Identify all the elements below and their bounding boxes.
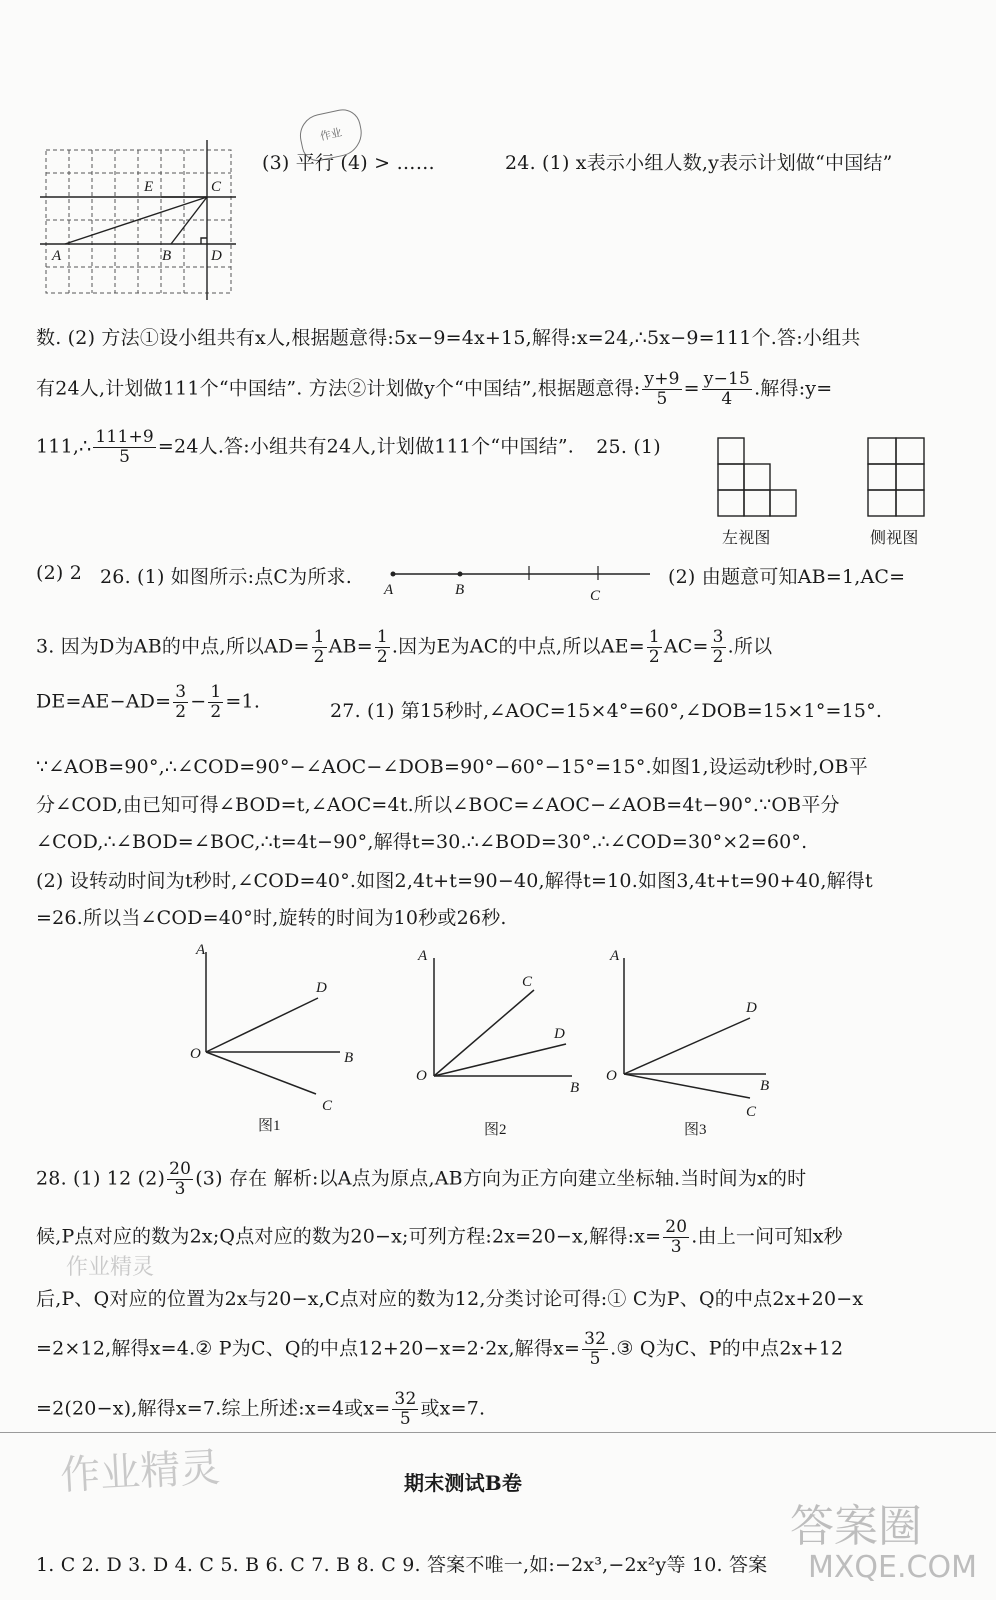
q28-l2-a: 候,P点对应的数为2x;Q点对应的数为20−x;可列方程:2x=20−x,解得:x= xyxy=(36,1225,662,1248)
q24-line4-text-a: 111,∴ xyxy=(36,435,92,458)
q28-l4-a: =2×12,解得x=4.② P为C、Q的中点12+20−x=2·2x,解得x= xyxy=(36,1337,581,1360)
q28-line5 xyxy=(36,1390,485,1429)
q28-l1-frac xyxy=(167,1160,193,1199)
q26-line2 xyxy=(36,628,772,667)
q28-l5-frac xyxy=(392,1390,418,1429)
q27-line3: 分∠COD,由已知可得∠BOD=t,∠AOC=4t.所以∠BOC=∠AOC−∠AOB=4t−90°.∵OB平分 xyxy=(36,794,840,816)
q24-frac1-num: y+9 xyxy=(644,369,680,389)
q24-frac1 xyxy=(642,370,681,409)
q24-frac2 xyxy=(702,370,752,409)
fig2-label-d: D xyxy=(554,1026,565,1042)
q24-line4-text-b: =24人.答:小组共有24人,计划做111个“中国结”. xyxy=(157,435,575,458)
q26-line1a: 26. (1) 如图所示:点C为所求. xyxy=(100,566,352,588)
q28-line2 xyxy=(36,1218,843,1257)
side-view-figure xyxy=(868,438,928,518)
q28-l5-b: 或x=7. xyxy=(420,1397,486,1420)
number-line-figure xyxy=(382,560,652,604)
q24-line1: 24. (1) x表示小组人数,y表示计划做“中国结” xyxy=(505,152,893,174)
q26-frac4-n: 3 xyxy=(712,627,724,647)
q27-line4: ∠COD,∴∠BOD=∠BOC,∴t=4t−90°,解得t=30.∴∠BOD=30°.∴∠COD=30°×2=60°. xyxy=(36,831,808,853)
q26-l3-b: − xyxy=(190,690,207,713)
q26-frac3-n: 1 xyxy=(648,627,660,647)
numline-label-b: B xyxy=(455,582,465,598)
q28-line4 xyxy=(36,1330,843,1369)
q28-l5-a: =2(20−x),解得x=7.综上所述:x=4或x= xyxy=(36,1397,391,1420)
grid-label-d: D xyxy=(211,248,222,264)
q26-l2-e: .所以 xyxy=(727,635,773,658)
q24-line4-frac-num: 111+9 xyxy=(95,427,154,447)
q26-line1b: (2) 由题意可知AB=1,AC= xyxy=(668,566,906,588)
q23-answer-text: (3) 平行 (4) > …… xyxy=(262,152,435,174)
watermark-1: 作业精灵 xyxy=(66,1255,155,1280)
q26-frac2 xyxy=(375,628,390,667)
q26-l3-frac1-d: 2 xyxy=(175,702,187,722)
q26-l3-frac2-d: 2 xyxy=(210,702,222,722)
fig2-label-a: A xyxy=(418,948,428,964)
q28-l4-frac-d: 5 xyxy=(589,1349,601,1369)
q24-line3-text-b: .解得:y= xyxy=(754,377,833,400)
q26-frac1 xyxy=(312,628,327,667)
fig3-caption: 图3 xyxy=(684,1122,707,1138)
q26-l3-frac2 xyxy=(208,683,223,722)
q28-l1-a: 28. (1) 12 (2) xyxy=(36,1167,166,1190)
section-b-answers: 1. C 2. D 3. D 4. C 5. B 6. C 7. B 8. C 9. 答案不唯一,如:−2x³,−2x²y等 10. 答案 xyxy=(36,1554,768,1576)
q26-l2-a: 3. 因为D为AB的中点,所以AD= xyxy=(36,635,310,658)
q24-eq: = xyxy=(683,377,700,400)
q28-l5-frac-d: 5 xyxy=(399,1409,411,1429)
q24-line2: 数. (2) 方法①设小组共有x人,根据题意得:5x−9=4x+15,解得:x=24,∴5x−9=111个.答:小组共 xyxy=(36,327,861,349)
q28-l2-b: .由上一问可知x秒 xyxy=(691,1225,843,1248)
section-divider xyxy=(0,1432,996,1433)
fig3-label-a: A xyxy=(610,948,620,964)
fig2-label-c: C xyxy=(522,974,533,990)
q24-frac1-den: 5 xyxy=(656,389,668,409)
fig1-label-a: A xyxy=(196,942,206,958)
q26-l2-b: AB= xyxy=(328,635,373,658)
q26-frac4-d: 2 xyxy=(712,647,724,667)
q27-line2: ∵∠AOB=90°,∴∠COD=90°−∠AOC−∠DOB=90°−60°−15°=15°.如图1,设运动t秒时,OB平 xyxy=(36,756,868,778)
q24-frac2-den: 4 xyxy=(721,389,733,409)
left-view-caption: 左视图 xyxy=(722,528,771,547)
fig1-label-c: C xyxy=(322,1098,333,1114)
fig3-label-d: D xyxy=(746,1000,757,1016)
q28-l1-b: (3) 存在 解析:以A点为原点,AB方向为正方向建立坐标轴.当时间为x的时 xyxy=(195,1167,807,1190)
fig1-label-d: D xyxy=(316,980,327,996)
fig1-label-o: O xyxy=(190,1046,201,1062)
q24-line4-frac-den: 5 xyxy=(119,447,131,467)
fig3-label-c: C xyxy=(746,1104,757,1120)
q26-l3-frac2-n: 1 xyxy=(210,682,222,702)
grid-label-a: A xyxy=(52,248,62,264)
grid-label-b: B xyxy=(162,248,172,264)
watermark-3: 答案圈 xyxy=(790,1501,922,1552)
q26-frac4 xyxy=(711,628,726,667)
q28-l5-frac-n: 32 xyxy=(394,1389,417,1409)
left-view-figure xyxy=(718,438,808,518)
watermark-2: 作业精灵 xyxy=(59,1444,222,1500)
q26-frac2-n: 1 xyxy=(376,627,388,647)
q28-l4-frac-n: 32 xyxy=(584,1329,607,1349)
q26-l2-c: .因为E为AC的中点,所以AE= xyxy=(391,635,645,658)
q27-line1: 27. (1) 第15秒时,∠AOC=15×4°=60°,∠DOB=15×1°=15°. xyxy=(330,700,883,722)
q26-l2-d: AC= xyxy=(663,635,709,658)
q28-l4-frac xyxy=(582,1330,608,1369)
q27-line5: (2) 设转动时间为t秒时,∠COD=40°.如图2,4t+t=90−40,解得t=10.如图3,4t+t=90+40,解得t xyxy=(36,870,873,892)
q27-line6: =26.所以当∠COD=40°时,旋转的时间为10秒或26秒. xyxy=(36,907,507,929)
q28-l2-frac-n: 20 xyxy=(665,1217,688,1237)
q28-l2-frac-d: 3 xyxy=(670,1237,682,1257)
q28-l4-b: .③ Q为C、P的中点2x+12 xyxy=(610,1337,844,1360)
q26-line3 xyxy=(36,683,260,722)
figure-3 xyxy=(604,942,794,1142)
q24-line4-frac xyxy=(93,428,156,467)
q24-line4 xyxy=(36,428,661,467)
fig1-caption: 图1 xyxy=(258,1118,281,1134)
q28-line1 xyxy=(36,1160,806,1199)
fig2-label-b: B xyxy=(570,1080,580,1096)
q26-frac2-d: 2 xyxy=(376,647,388,667)
fig3-label-b: B xyxy=(760,1078,770,1094)
stamp-mark: 作业 xyxy=(296,106,366,164)
q26-frac3-d: 2 xyxy=(648,647,660,667)
q28-l1-frac-d: 3 xyxy=(174,1179,186,1199)
q24-frac2-num: y−15 xyxy=(703,369,751,389)
fig2-caption: 图2 xyxy=(484,1122,507,1138)
q24-line3-text-a: 有24人,计划做111个“中国结”. 方法②计划做y个“中国结”,根据题意得: xyxy=(36,377,641,400)
fig1-label-b: B xyxy=(344,1050,354,1066)
watermark-4: MXQE.COM xyxy=(808,1550,977,1585)
figure-2 xyxy=(412,942,592,1142)
q26-l3-c: =1. xyxy=(225,690,261,713)
figure-1 xyxy=(190,940,360,1140)
q26-l3-frac1 xyxy=(173,683,188,722)
fig2-label-o: O xyxy=(416,1068,427,1084)
q26-frac1-d: 2 xyxy=(313,647,325,667)
q26-l3-a: DE=AE−AD= xyxy=(36,690,172,713)
q25-part2: (2) 2 xyxy=(36,562,83,584)
q28-l2-frac xyxy=(663,1218,689,1257)
q28-l1-frac-n: 20 xyxy=(169,1159,192,1179)
numline-label-c: C xyxy=(590,588,601,604)
grid-label-e: E xyxy=(144,179,154,195)
q28-line3: 后,P、Q对应的位置为2x与20−x,C点对应的数为12,分类讨论可得:① C为P、Q的中点2x+20−x xyxy=(36,1288,864,1310)
q24-line3 xyxy=(36,370,832,409)
grid-label-c: C xyxy=(211,179,222,195)
side-view-caption: 侧视图 xyxy=(870,528,919,547)
q26-frac3 xyxy=(647,628,662,667)
section-b-title: 期末测试B卷 xyxy=(404,1471,523,1495)
q26-frac1-n: 1 xyxy=(313,627,325,647)
q25-label: 25. (1) xyxy=(596,435,661,458)
grid-figure xyxy=(40,140,240,300)
numline-label-a: A xyxy=(384,582,394,598)
fig3-label-o: O xyxy=(606,1068,617,1084)
q26-l3-frac1-n: 3 xyxy=(175,682,187,702)
